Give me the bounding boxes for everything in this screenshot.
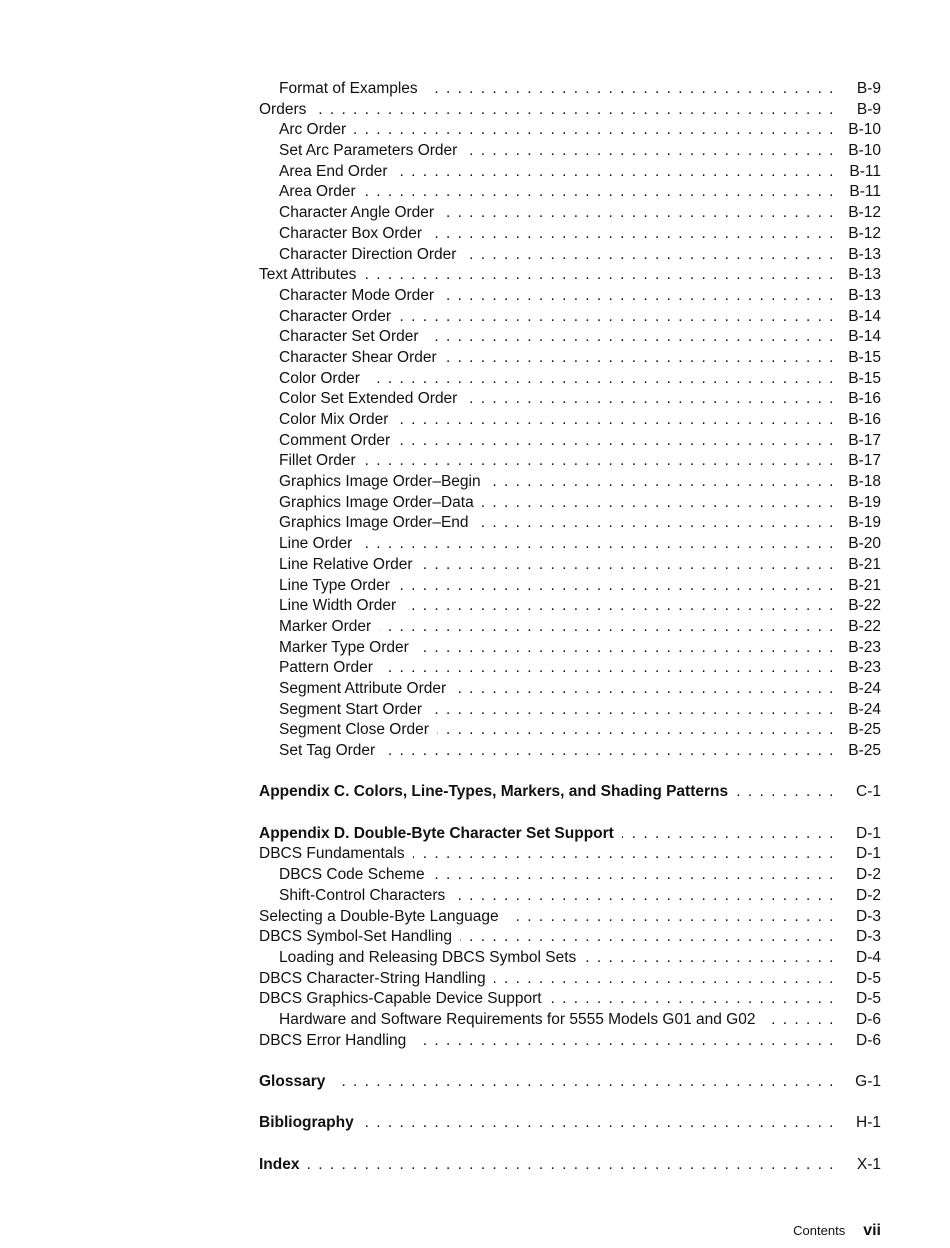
toc-entry-title: Pattern Order — [279, 659, 373, 677]
toc-entry[interactable] — [259, 141, 881, 162]
toc-entry-page: B-23 — [848, 638, 881, 656]
toc-entry-page: B-22 — [848, 617, 881, 635]
dot-leader — [398, 576, 835, 597]
toc-entry-title: Line Order — [279, 535, 353, 553]
toc-entry-page: B-13 — [848, 266, 881, 284]
toc-entry-page: D-3 — [856, 928, 881, 946]
toc-entry[interactable] — [259, 472, 881, 493]
toc-entry-page: B-17 — [848, 431, 881, 449]
toc-entry[interactable] — [259, 327, 881, 348]
toc-entry-title: Area Order — [279, 183, 356, 201]
toc-entry[interactable] — [259, 617, 881, 638]
dot-leader — [417, 638, 835, 659]
toc-entry[interactable] — [259, 576, 881, 597]
toc-entry-title: Set Arc Parameters Order — [279, 142, 458, 160]
toc-entry[interactable] — [259, 203, 881, 224]
toc-entry-page: D-6 — [856, 1010, 881, 1028]
toc-entry[interactable] — [259, 100, 881, 121]
dot-leader — [494, 969, 835, 990]
dot-leader — [414, 1031, 835, 1052]
dot-leader — [421, 555, 835, 576]
toc-entry-title: Loading and Releasing DBCS Symbol Sets — [279, 948, 577, 966]
toc-entry[interactable] — [259, 513, 881, 534]
dot-leader — [442, 286, 835, 307]
toc-entry-title: Character Angle Order — [279, 204, 435, 222]
toc-entry-page: B-11 — [849, 162, 881, 180]
dot-leader — [465, 389, 835, 410]
dot-leader — [427, 327, 835, 348]
dot-leader — [507, 907, 835, 928]
toc-entry-title: Appendix D. Double-Byte Character Set Support — [259, 824, 614, 842]
toc-entry-page: B-20 — [848, 535, 881, 553]
toc-entry-page: C-1 — [856, 783, 881, 801]
toc-entry-page: B-16 — [848, 411, 881, 428]
dot-leader — [360, 534, 835, 555]
toc-entry-page: B-12 — [848, 224, 881, 242]
toc-entry[interactable] — [259, 782, 881, 803]
toc-entry[interactable] — [259, 907, 881, 928]
toc-entry-title: Segment Close Order — [279, 721, 429, 739]
toc-entry[interactable] — [259, 1113, 881, 1134]
toc-entry[interactable] — [259, 534, 881, 555]
dot-leader — [381, 658, 835, 679]
toc-entry[interactable] — [259, 451, 881, 472]
toc-entry[interactable] — [259, 886, 881, 907]
toc-entry-title: DBCS Symbol-Set Handling — [259, 928, 452, 946]
toc-entry-page: B-25 — [848, 742, 881, 759]
toc-entry-page: H-1 — [856, 1114, 881, 1132]
toc-entry-page: B-11 — [849, 183, 881, 201]
toc-entry-title: Graphics Image Order–Data — [279, 493, 474, 511]
toc-entry-page: B-21 — [848, 576, 881, 594]
dot-leader — [442, 203, 835, 224]
toc-entry-title: DBCS Error Handling — [259, 1031, 407, 1049]
toc-entry-title: Color Set Extended Order — [279, 390, 458, 408]
toc-entry[interactable] — [259, 969, 881, 990]
toc-entry[interactable] — [259, 348, 881, 369]
toc-entry-page: D-2 — [856, 886, 881, 904]
toc-entry[interactable] — [259, 182, 881, 203]
toc-entry-page: B-22 — [848, 597, 881, 615]
toc-entry-page: D-3 — [856, 907, 881, 925]
dot-leader — [454, 679, 835, 700]
dot-leader — [396, 162, 835, 183]
toc-entry-title: DBCS Character-String Handling — [259, 969, 486, 987]
toc-entry[interactable] — [259, 741, 881, 762]
dot-leader — [413, 844, 835, 865]
dot-leader — [426, 79, 835, 100]
dot-leader — [364, 265, 835, 286]
toc-entry-page: B-10 — [848, 142, 881, 160]
toc-entry-page: B-17 — [848, 452, 881, 470]
toc-entry-title: Shift-Control Characters — [279, 886, 446, 904]
dot-leader — [433, 865, 835, 886]
toc-entry[interactable] — [259, 1010, 881, 1031]
toc-entry[interactable] — [259, 596, 881, 617]
toc-entry[interactable] — [259, 1031, 881, 1052]
toc-entry-title: DBCS Fundamentals — [259, 845, 405, 863]
toc-entry-page: D-1 — [856, 845, 881, 863]
dot-leader — [333, 1072, 835, 1093]
toc-entry[interactable] — [259, 286, 881, 307]
toc-entry[interactable] — [259, 224, 881, 245]
dot-leader — [362, 1113, 835, 1134]
toc-entry-title: Line Relative Order — [279, 555, 413, 573]
dot-leader — [364, 182, 835, 203]
footer-page-number: vii — [863, 1222, 881, 1239]
dot-leader — [622, 824, 835, 845]
toc-entry[interactable] — [259, 1072, 881, 1093]
toc-entry-page: B-13 — [848, 286, 881, 304]
toc-entry-title: Glossary — [259, 1073, 326, 1090]
toc-entry-page: B-9 — [856, 80, 881, 97]
dot-leader — [399, 307, 835, 328]
toc-entry-page: B-14 — [848, 307, 881, 325]
dot-leader — [464, 245, 835, 266]
toc-entry[interactable] — [259, 79, 881, 100]
toc-entry-title: Index — [259, 1155, 300, 1173]
toc-entry[interactable] — [259, 948, 881, 969]
toc-entry[interactable] — [259, 700, 881, 721]
toc-entry-title: Color Order — [279, 369, 360, 387]
toc-entry-page: D-5 — [856, 990, 881, 1008]
dot-leader — [465, 141, 835, 162]
page-footer — [793, 1222, 881, 1240]
toc-entry-title: Hardware and Software Requirements for 5555 Models G01 and G02 — [279, 1010, 756, 1028]
toc-entry-title: Bibliography — [259, 1114, 354, 1132]
dot-leader — [314, 100, 835, 121]
dot-leader — [477, 513, 835, 534]
toc-entry-page: B-24 — [848, 679, 881, 697]
toc-entry[interactable] — [259, 245, 881, 266]
toc-entry[interactable] — [259, 389, 881, 410]
dot-leader — [404, 596, 835, 617]
toc-entry-page: D-4 — [856, 948, 881, 966]
toc-entry[interactable] — [259, 720, 881, 741]
toc-entry-title: Marker Order — [279, 617, 372, 635]
toc-entry-title: Comment Order — [279, 431, 391, 449]
dot-leader — [763, 1010, 835, 1031]
toc-entry[interactable] — [259, 679, 881, 700]
toc-entry-page: B-14 — [848, 328, 881, 346]
toc-entry-page: B-13 — [848, 245, 881, 263]
dot-leader — [383, 741, 835, 762]
dot-leader — [307, 1155, 835, 1176]
footer-section-label: Contents — [793, 1223, 846, 1238]
toc-entry-title: Set Tag Order — [279, 742, 376, 759]
toc-entry-page: B-10 — [848, 121, 881, 139]
toc-entry[interactable] — [259, 265, 881, 286]
toc-entry-title: Character Mode Order — [279, 286, 435, 304]
dot-leader — [364, 451, 835, 472]
toc-entry-title: Segment Attribute Order — [279, 679, 447, 697]
dot-leader — [489, 472, 835, 493]
toc-entry-page: B-18 — [848, 473, 881, 491]
toc-entry-page: B-16 — [848, 390, 881, 408]
toc-entry-page: D-6 — [856, 1031, 881, 1049]
toc-entry-page: B-15 — [848, 348, 881, 366]
toc-entry[interactable] — [259, 638, 881, 659]
toc-entry-title: Color Mix Order — [279, 411, 389, 428]
toc-entry-page: B-24 — [848, 700, 881, 718]
toc-entry-title: DBCS Code Scheme — [279, 866, 425, 884]
toc-entry-title: DBCS Graphics-Capable Device Support — [259, 990, 542, 1008]
dot-leader — [460, 927, 835, 948]
toc-entry-title: Graphics Image Order–End — [279, 514, 469, 532]
toc-entry-page: B-15 — [848, 369, 881, 387]
toc-entry-title: Appendix C. Colors, Line-Types, Markers, and Shading Patterns — [259, 783, 729, 801]
dot-leader — [453, 886, 835, 907]
toc-entry-title: Character Direction Order — [279, 245, 457, 263]
toc-entry[interactable] — [259, 307, 881, 328]
toc-entry-page: B-19 — [848, 493, 881, 511]
dot-leader — [354, 120, 835, 141]
toc-entry[interactable] — [259, 658, 881, 679]
toc-entry-page: B-19 — [848, 514, 881, 532]
toc-entry-title: Character Box Order — [279, 224, 422, 242]
toc-entry[interactable] — [259, 1155, 881, 1176]
toc-entry-title: Area End Order — [279, 162, 388, 180]
toc-entry[interactable] — [259, 410, 881, 431]
toc-entry[interactable] — [259, 844, 881, 865]
table-of-contents — [259, 79, 881, 1175]
toc-entry-page: X-1 — [856, 1155, 881, 1173]
dot-leader — [584, 948, 835, 969]
toc-entry[interactable] — [259, 865, 881, 886]
toc-entry[interactable] — [259, 162, 881, 183]
dot-leader — [368, 369, 835, 390]
toc-entry-title: Character Order — [279, 307, 391, 325]
toc-entry-title: Arc Order — [279, 121, 347, 139]
toc-entry-title: Orders — [259, 100, 307, 118]
toc-entry-page: D-5 — [856, 969, 881, 987]
dot-leader — [437, 720, 835, 741]
dot-leader — [482, 493, 835, 514]
toc-entry-title: Character Shear Order — [279, 348, 437, 366]
toc-entry-page: B-12 — [848, 204, 881, 222]
toc-entry-title: Marker Type Order — [279, 638, 409, 656]
toc-entry-page: B-9 — [856, 100, 881, 118]
toc-entry[interactable] — [259, 431, 881, 452]
toc-entry-title: Segment Start Order — [279, 700, 423, 718]
toc-entry[interactable] — [259, 824, 881, 845]
dot-leader — [396, 410, 835, 431]
toc-entry-page: B-21 — [848, 555, 881, 573]
toc-entry-page: B-25 — [848, 721, 881, 739]
toc-entry-page: D-1 — [856, 824, 881, 842]
toc-entry-page: G-1 — [855, 1073, 881, 1090]
dot-leader — [736, 782, 835, 803]
toc-entry-title: Graphics Image Order–Begin — [279, 473, 481, 491]
toc-entry-title: Format of Examples — [279, 80, 418, 97]
toc-entry-title: Selecting a Double-Byte Language — [259, 907, 499, 925]
toc-entry-title: Line Width Order — [279, 597, 397, 615]
toc-entry[interactable] — [259, 927, 881, 948]
toc-entry[interactable] — [259, 120, 881, 141]
toc-entry-title: Fillet Order — [279, 452, 356, 470]
toc-entry[interactable] — [259, 493, 881, 514]
dot-leader — [379, 617, 835, 638]
toc-entry[interactable] — [259, 555, 881, 576]
dot-leader — [430, 700, 835, 721]
toc-entry[interactable] — [259, 989, 881, 1010]
toc-entry[interactable] — [259, 369, 881, 390]
toc-entry-page: D-2 — [856, 866, 881, 884]
dot-leader — [445, 348, 835, 369]
dot-leader — [550, 989, 835, 1010]
dot-leader — [430, 224, 835, 245]
dot-leader — [398, 431, 835, 452]
toc-entry-title: Character Set Order — [279, 328, 419, 346]
toc-entry-title: Text Attributes — [259, 266, 357, 284]
toc-entry-title: Line Type Order — [279, 576, 390, 594]
toc-entry-page: B-23 — [848, 659, 881, 677]
